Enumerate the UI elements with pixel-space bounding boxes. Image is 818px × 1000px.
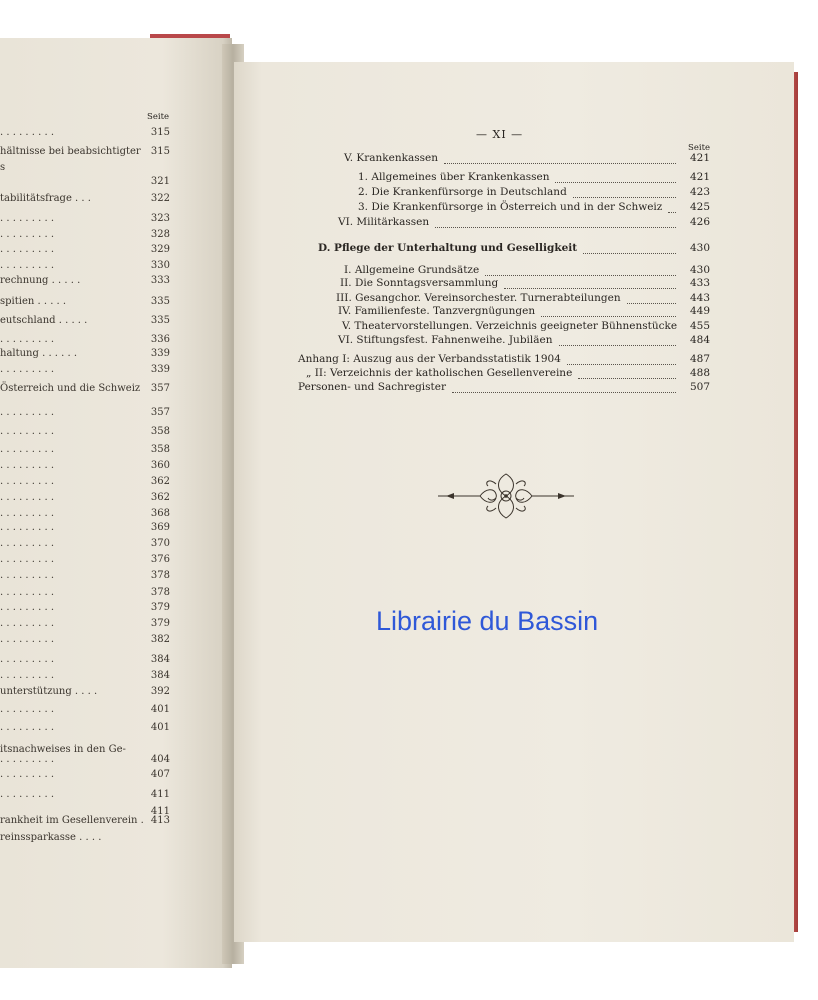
left-toc-text: . . . . . . . . .: [0, 492, 55, 503]
left-toc-page-number: 315: [150, 146, 170, 157]
left-toc-page-number: 401: [150, 722, 170, 733]
dot-leader: [485, 273, 676, 276]
left-toc-text: haltung . . . . . .: [0, 348, 78, 359]
left-toc-page-number: 384: [150, 654, 170, 665]
dot-leader: [583, 251, 676, 254]
toc-entry-page-number: 421: [689, 171, 710, 183]
left-toc-text: . . . . . . . . .: [0, 407, 55, 418]
toc-entry-page-number: 455: [689, 320, 710, 332]
left-toc-page-number: 357: [150, 407, 170, 418]
toc-entry: [344, 152, 710, 166]
left-toc-page-number: 379: [150, 602, 170, 613]
left-toc-text: . . . . . . . . .: [0, 789, 55, 800]
left-toc-text: . . . . . . . . .: [0, 554, 55, 565]
left-toc-page-number: 336: [150, 334, 170, 345]
toc-entry-page-number: 484: [689, 334, 710, 346]
ornament-flourish-icon: [436, 470, 576, 522]
toc-entry: [338, 334, 710, 348]
page-header: — XI —: [476, 128, 524, 141]
dot-leader: [444, 161, 676, 164]
left-toc-page-number: 376: [150, 554, 170, 565]
left-toc-page-number: 404: [150, 754, 170, 765]
left-toc-page-number: 335: [150, 315, 170, 326]
left-toc-page-number: 339: [150, 348, 170, 359]
dot-leader: [541, 314, 676, 317]
left-toc-page-number: 411: [150, 806, 170, 817]
toc-entry-page-number: 425: [689, 201, 710, 213]
left-toc-page-number: 315: [150, 127, 170, 138]
toc-entry-page-number: 433: [689, 277, 710, 289]
left-toc-text: . . . . . . . . .: [0, 754, 55, 765]
left-toc-page-number: 328: [150, 229, 170, 240]
left-toc-text: . . . . . . . . .: [0, 508, 55, 519]
left-toc-text: spitien . . . . .: [0, 296, 67, 307]
left-toc-page-number: 370: [150, 538, 170, 549]
left-toc-page-number: 322: [150, 193, 170, 204]
left-toc-page-number: 368: [150, 508, 170, 519]
toc-entry-title: V. Krankenkassen: [344, 152, 439, 164]
left-toc-text: . . . . . . . . .: [0, 618, 55, 629]
left-toc-text: . . . . . . . . .: [0, 229, 55, 240]
left-toc-text: . . . . . . . . .: [0, 364, 55, 375]
toc-entry-page-number: 449: [689, 305, 710, 317]
dot-leader: [555, 180, 676, 183]
dot-leader: [435, 225, 676, 228]
left-toc-page-number: 407: [150, 769, 170, 780]
left-toc-page-number: 384: [150, 670, 170, 681]
left-toc-text: . . . . . . . . .: [0, 704, 55, 715]
toc-entry-page-number: 426: [689, 216, 710, 228]
toc-entry: [336, 292, 710, 306]
dot-leader: [668, 210, 676, 213]
left-toc-page-number: 392: [150, 686, 170, 697]
dot-leader: [504, 286, 676, 289]
toc-entry: [298, 381, 710, 395]
left-toc-page-number: 378: [150, 570, 170, 581]
dot-leader: [573, 195, 676, 198]
left-toc-text: . . . . . . . . .: [0, 444, 55, 455]
left-toc-page-number: 339: [150, 364, 170, 375]
left-toc-page-number: 382: [150, 634, 170, 645]
toc-entry-title: „ II: Verzeichnis der katholischen Gesellenvereine: [306, 367, 573, 379]
left-toc-text: hältnisse bei beabsichtigter: [0, 146, 141, 157]
toc-entry: [306, 367, 710, 381]
toc-entry-title: I. Allgemeine Grundsätze: [344, 264, 480, 276]
left-seite-label: Seite: [147, 112, 170, 122]
toc-entry-title: III. Gesangchor. Vereinsorchester. Turnerabteilungen: [336, 292, 621, 304]
toc-entry: [342, 320, 710, 334]
left-toc-text: . . . . . . . . .: [0, 587, 55, 598]
left-toc-page-number: 411: [150, 789, 170, 800]
toc-entry-title: VI. Militärkassen: [338, 216, 430, 228]
left-toc-text: . . . . . . . . .: [0, 213, 55, 224]
toc-entry: [340, 277, 710, 291]
toc-entry: [338, 305, 710, 319]
toc-entry-page-number: 421: [689, 152, 710, 164]
left-toc-page-number: 358: [150, 426, 170, 437]
left-toc-text: . . . . . . . . .: [0, 570, 55, 581]
left-toc-page-number: 360: [150, 460, 170, 471]
toc-entry-title: II. Die Sonntagsversammlung: [340, 277, 499, 289]
toc-entry-title: 3. Die Krankenfürsorge in Österreich und in der Schweiz: [358, 201, 663, 213]
left-toc-text: reinssparkasse . . . .: [0, 832, 102, 843]
dot-leader: [452, 390, 676, 393]
toc-entry-title: 1. Allgemeines über Krankenkassen: [358, 171, 550, 183]
toc-entry-title: IV. Familienfeste. Tanzvergnügungen: [338, 305, 536, 317]
toc-entry-title: D. Pflege der Unterhaltung und Geselligkeit: [318, 242, 578, 254]
left-toc-page-number: 358: [150, 444, 170, 455]
left-toc-text: . . . . . . . . .: [0, 634, 55, 645]
toc-entry: [358, 201, 710, 215]
toc-entry: [298, 353, 710, 367]
left-toc-text: eutschland . . . . .: [0, 315, 88, 326]
left-toc-text: . . . . . . . . .: [0, 522, 55, 533]
left-toc-page-number: 321: [150, 176, 170, 187]
toc-entry-title: Anhang I: Auszug aus der Verbandsstatistik 1904: [298, 353, 561, 365]
left-toc-text: s: [0, 162, 6, 173]
left-toc-text: . . . . . . . . .: [0, 670, 55, 681]
toc-entry: [358, 171, 710, 185]
left-toc-page-number: 379: [150, 618, 170, 629]
left-toc-text: . . . . . . . . .: [0, 260, 55, 271]
toc-entry: [344, 264, 710, 278]
toc-entry-page-number: 423: [689, 186, 710, 198]
left-toc-text: tabilitätsfrage . . .: [0, 193, 91, 204]
left-toc-text: . . . . . . . . .: [0, 769, 55, 780]
left-toc-text: . . . . . . . . .: [0, 426, 55, 437]
left-page: [0, 38, 232, 968]
right-seite-label: Seite: [688, 143, 711, 153]
toc-entry: [358, 186, 710, 200]
toc-entry-page-number: 488: [689, 367, 710, 379]
left-toc-page-number: 335: [150, 296, 170, 307]
left-toc-text: rechnung . . . . .: [0, 275, 81, 286]
left-toc-page-number: 330: [150, 260, 170, 271]
toc-entry-page-number: 487: [689, 353, 710, 365]
left-toc-page-number: 413: [150, 815, 170, 826]
left-toc-text: unterstützung . . . .: [0, 686, 98, 697]
left-toc-page-number: 378: [150, 587, 170, 598]
dot-leader: [578, 376, 676, 379]
left-toc-text: itsnachweises in den Ge-: [0, 744, 126, 755]
left-toc-text: . . . . . . . . .: [0, 538, 55, 549]
toc-entry: [318, 242, 710, 256]
toc-entry-title: 2. Die Krankenfürsorge in Deutschland: [358, 186, 567, 198]
toc-entry: [338, 216, 710, 230]
left-toc-text: . . . . . . . . .: [0, 460, 55, 471]
left-toc-text: . . . . . . . . .: [0, 127, 55, 138]
left-toc-text: . . . . . . . . .: [0, 476, 55, 487]
toc-entry-page-number: 430: [689, 242, 710, 254]
toc-entry-page-number: 443: [689, 292, 710, 304]
left-toc-text: rankheit im Gesellenverein .: [0, 815, 144, 826]
toc-entry-page-number: 430: [689, 264, 710, 276]
left-toc-text: . . . . . . . . .: [0, 654, 55, 665]
toc-entry-title: Personen- und Sachregister: [298, 381, 446, 393]
left-toc-text: . . . . . . . . .: [0, 602, 55, 613]
dot-leader: [627, 301, 676, 304]
left-toc-page-number: 362: [150, 476, 170, 487]
toc-entry-title: VI. Stiftungsfest. Fahnenweihe. Jubiläen: [338, 334, 553, 346]
toc-entry-page-number: 507: [689, 381, 710, 393]
left-toc-text: Österreich und die Schweiz: [0, 383, 141, 394]
left-toc-page-number: 333: [150, 275, 170, 286]
left-toc-text: . . . . . . . . .: [0, 244, 55, 255]
dot-leader: [567, 362, 676, 365]
left-toc-text: . . . . . . . . .: [0, 334, 55, 345]
left-toc-text: . . . . . . . . .: [0, 722, 55, 733]
watermark-text: Librairie du Bassin: [376, 606, 599, 636]
left-toc-page-number: 323: [150, 213, 170, 224]
left-toc-page-number: 401: [150, 704, 170, 715]
left-toc-page-number: 362: [150, 492, 170, 503]
left-toc-page-number: 369: [150, 522, 170, 533]
left-toc-page-number: 329: [150, 244, 170, 255]
left-toc-page-number: 357: [150, 383, 170, 394]
toc-entry-title: V. Theatervorstellungen. Verzeichnis geeigneter Bühnenstücke: [342, 320, 678, 332]
dot-leader: [559, 343, 677, 346]
